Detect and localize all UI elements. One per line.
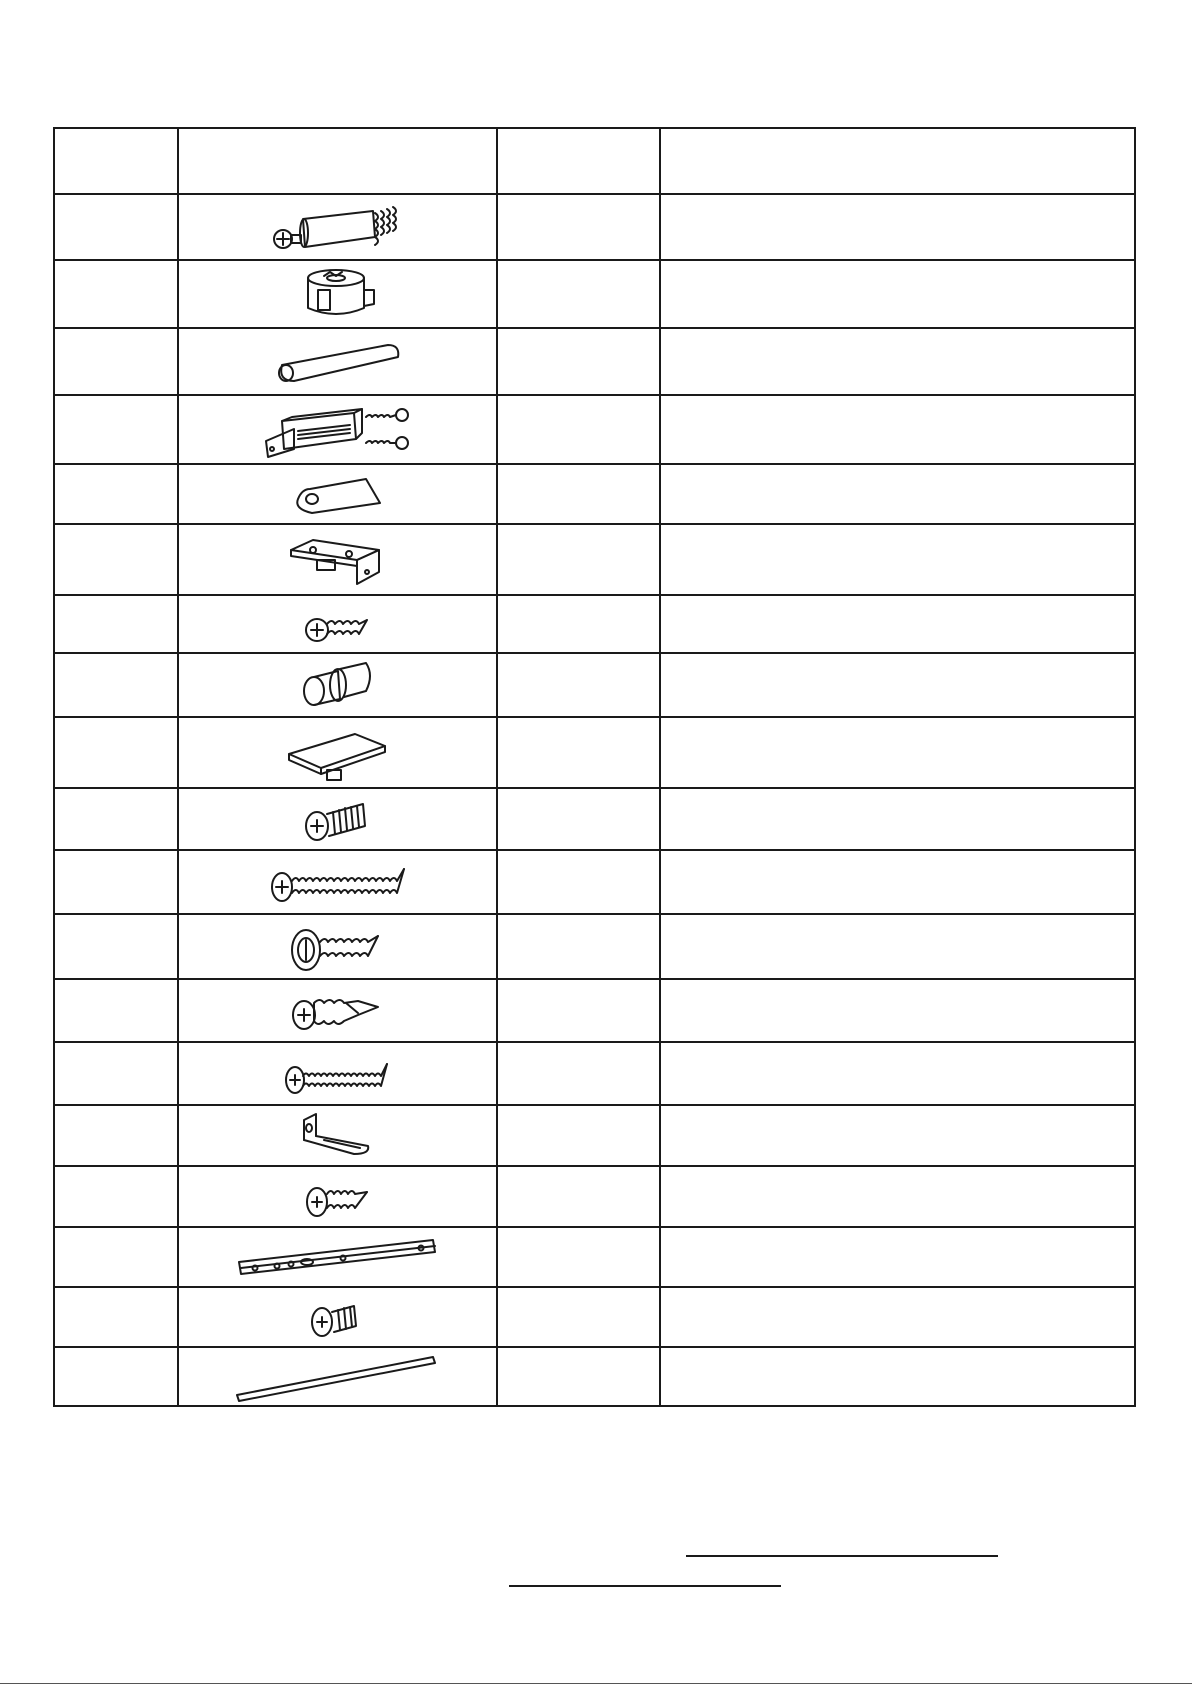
part-image-cell [178, 595, 497, 653]
part-description-cell [660, 1042, 1135, 1105]
table-header-row [54, 128, 1135, 194]
part-image-cell [178, 260, 497, 328]
part-id-cell [54, 1347, 178, 1406]
part-qty-cell [497, 788, 660, 850]
part-description-cell [660, 395, 1135, 464]
header-cell-image [178, 128, 497, 194]
part-image-cell [178, 1042, 497, 1105]
table-row [54, 717, 1135, 788]
table-row [54, 653, 1135, 717]
table-row [54, 1105, 1135, 1166]
table-row [54, 788, 1135, 850]
metal-rod-icon [233, 1351, 443, 1403]
part-image-cell [178, 194, 497, 260]
cam-dowel-bolt-icon [263, 197, 413, 257]
parts-table [53, 127, 1136, 1407]
table-row [54, 194, 1135, 260]
part-image-cell [178, 1105, 497, 1166]
table-row [54, 1227, 1135, 1287]
part-id-cell [54, 524, 178, 595]
header-cell-description [660, 128, 1135, 194]
part-description-cell [660, 788, 1135, 850]
signature-line-lower [509, 1585, 781, 1587]
part-image-cell [178, 717, 497, 788]
part-image-cell [178, 1287, 497, 1347]
table-row [54, 1347, 1135, 1406]
table-row [54, 524, 1135, 595]
part-image-cell [178, 914, 497, 979]
signature-line-upper [686, 1555, 998, 1557]
part-id-cell [54, 1227, 178, 1287]
part-image-cell [178, 524, 497, 595]
part-qty-cell [497, 524, 660, 595]
part-description-cell [660, 914, 1135, 979]
part-qty-cell [497, 194, 660, 260]
table-row [54, 1042, 1135, 1105]
page-bottom-rule [0, 1683, 1192, 1684]
part-image-cell [178, 395, 497, 464]
part-description-cell [660, 1347, 1135, 1406]
table-row [54, 595, 1135, 653]
shelf-pin-icon [298, 659, 378, 711]
part-qty-cell [497, 260, 660, 328]
machine-screw-icon [303, 794, 373, 844]
part-description-cell [660, 524, 1135, 595]
header-cell-part [54, 128, 178, 194]
thin-wood-screw-icon [283, 1050, 393, 1098]
part-id-cell [54, 979, 178, 1042]
part-qty-cell [497, 328, 660, 395]
part-image-cell [178, 653, 497, 717]
table-row [54, 328, 1135, 395]
part-id-cell [54, 395, 178, 464]
part-qty-cell [497, 1287, 660, 1347]
part-qty-cell [497, 850, 660, 914]
part-qty-cell [497, 914, 660, 979]
part-id-cell [54, 1105, 178, 1166]
part-qty-cell [497, 1042, 660, 1105]
countersunk-screw-icon [303, 1172, 373, 1222]
long-wood-screw-icon [268, 857, 408, 907]
part-image-cell [178, 464, 497, 524]
part-image-cell [178, 788, 497, 850]
part-description-cell [660, 1287, 1135, 1347]
rectangular-knob-icon [283, 722, 393, 784]
part-description-cell [660, 1227, 1135, 1287]
part-id-cell [54, 850, 178, 914]
part-description-cell [660, 850, 1135, 914]
table-row [54, 1166, 1135, 1227]
part-description-cell [660, 1166, 1135, 1227]
part-image-cell [178, 328, 497, 395]
shelf-support-tab-icon [288, 469, 388, 519]
part-id-cell [54, 260, 178, 328]
part-id-cell [54, 328, 178, 395]
part-id-cell [54, 788, 178, 850]
part-id-cell [54, 595, 178, 653]
part-id-cell [54, 194, 178, 260]
drawer-rail-icon [233, 1232, 443, 1282]
part-image-cell [178, 850, 497, 914]
part-qty-cell [497, 395, 660, 464]
part-qty-cell [497, 595, 660, 653]
table-row [54, 260, 1135, 328]
part-id-cell [54, 464, 178, 524]
part-qty-cell [497, 1105, 660, 1166]
table-row [54, 979, 1135, 1042]
part-description-cell [660, 717, 1135, 788]
magnetic-catch-with-screws-icon [258, 399, 418, 461]
part-description-cell [660, 595, 1135, 653]
washer-head-screw-icon [288, 920, 388, 974]
part-image-cell [178, 979, 497, 1042]
part-id-cell [54, 1166, 178, 1227]
wood-dowel-icon [268, 335, 408, 389]
l-bracket-icon [298, 1110, 378, 1162]
part-id-cell [54, 1287, 178, 1347]
table-row [54, 395, 1135, 464]
table-row [54, 914, 1135, 979]
part-id-cell [54, 914, 178, 979]
part-image-cell [178, 1347, 497, 1406]
hinge-icon [283, 528, 393, 592]
short-screw-icon [303, 602, 373, 646]
part-id-cell [54, 653, 178, 717]
part-description-cell [660, 979, 1135, 1042]
part-description-cell [660, 328, 1135, 395]
part-qty-cell [497, 1347, 660, 1406]
part-qty-cell [497, 653, 660, 717]
part-description-cell [660, 464, 1135, 524]
drywall-anchor-icon [288, 985, 388, 1037]
part-description-cell [660, 260, 1135, 328]
part-image-cell [178, 1166, 497, 1227]
table-row [54, 1287, 1135, 1347]
cam-lock-nut-icon [298, 264, 378, 324]
header-cell-qty [497, 128, 660, 194]
part-id-cell [54, 1042, 178, 1105]
part-qty-cell [497, 717, 660, 788]
part-id-cell [54, 717, 178, 788]
part-qty-cell [497, 979, 660, 1042]
table-row [54, 850, 1135, 914]
part-image-cell [178, 1227, 497, 1287]
part-qty-cell [497, 1227, 660, 1287]
table-row [54, 464, 1135, 524]
part-description-cell [660, 653, 1135, 717]
part-qty-cell [497, 1166, 660, 1227]
part-description-cell [660, 194, 1135, 260]
part-description-cell [660, 1105, 1135, 1166]
short-machine-screw-icon [308, 1292, 368, 1342]
part-qty-cell [497, 464, 660, 524]
